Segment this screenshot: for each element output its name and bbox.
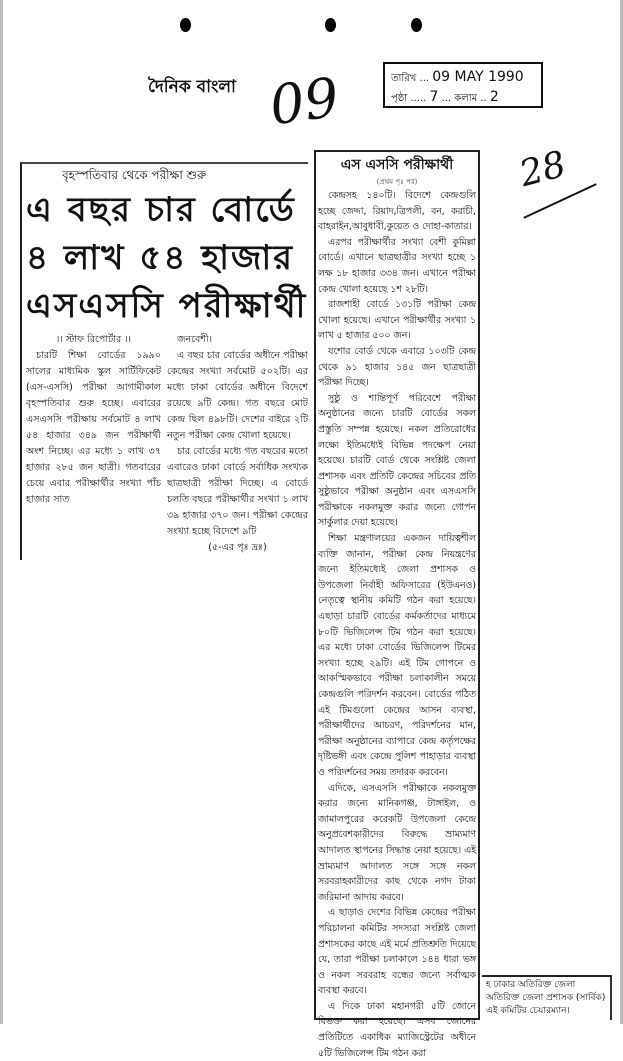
headline-line-1: এ বছর চার বোর্ডে (26, 190, 296, 230)
paragraph: এদিকে, এসএসসি পরীক্ষাকে নকলমুক্ত করার জন্যে মানিকগঞ্জ, টাঙ্গাইল, ও জামালপুরের করেকটি উপজেলা কেন্দ্রে অনুপ্রবেশকারীদের বিরুদ্ধে ভ্রাম্যমাণ আদালত স্থাপনের সিদ্ধান্ত নেয়া হয়েছে। এই ভ্রাম্যমাণ আদালত সঙ্গে সঙ্গে নকল সরবরাহকারীদের কাছ থেকে নগদ টাকা জরিমানা আদায় করবে। (318, 782, 476, 903)
paragraph: চার বোর্ডের মধ্যে গত বছরের মতো এবারেও ঢাকা বোর্ডে সর্বাধিক সংখ্যক ছাত্রছাত্রী পরীক্ষা দিচ্ছে। এ বোর্ডে চলতি বছরে পরীক্ষার্থীর সংখ্যা ১ লাখ ৩৯ হাজার ৩৭০ জন। পরীক্ষা কেন্দ্রের সংখ্যা হচ্ছে বিদেশে ৯টি (167, 446, 308, 537)
article-body (26, 332, 308, 556)
newspaper-name: দৈনিক বাংলা (148, 77, 236, 97)
paragraph: এ বছর চার বোর্ডের অধীনে পরীক্ষা কেন্দ্রের সংখ্যা সর্বমোট ৫০২টি। এর মধ্যে ঢাকা বোর্ডের অধীনে বিদেশে রয়েছে ৯টি কেন্দ্র। গত বছরে মোট কেন্দ্র ছিল ৪৯৮টি। দেশের বাইরে ২টি নতুন পরীক্ষা কেন্দ্র খোলা হয়েছে। (167, 350, 308, 441)
article-column-1 (26, 332, 161, 556)
continuation-column (318, 154, 476, 1061)
punch-hole (411, 18, 422, 32)
paragraph: যশোর বোর্ড থেকে এবারে ১০৩টি কেন্দ্র থেকে ৯১ হাজার ১৪৫ জন ছাত্রছাত্রী পরীক্ষা দিচ্ছে। (318, 345, 476, 389)
handwritten-page-mark: 28 (515, 143, 571, 196)
handwritten-number: 09 (265, 65, 343, 138)
paragraph: এ দিকে ঢাকা মহানগরী ৫টি জোনে বিভক্ত করা হয়েছে। এসব জোনের প্রতিটিতে একাধিক ম্যাজিস্ট্রেটের অধীনে ৫টি ভিজিলেন্স টিম গঠন করা (318, 1000, 476, 1059)
article-clip (20, 162, 308, 560)
date-stamp: তারিখ ... 09 MAY 1990 পৃষ্ঠা ..... 7 ... কলাম .. 2 (383, 62, 543, 108)
scan-edge-left (0, 0, 3, 1024)
headline-line-2: ৪ লাখ ৫৪ হাজার (26, 238, 294, 278)
byline: ।। স্টাফ রিপোর্টার ।। (55, 334, 132, 345)
paragraph: কেন্দ্রসহ ১৪০টি। বিদেশে কেন্দ্রগুলি হচ্ছে জেদ্দা, রিয়াদ,ত্রিপলী, বন, করাচী, বাহরাইন,আবুধাবী,কুয়েত ও দোহা-কাতার। (318, 190, 476, 233)
paragraph: এ ছাড়াও দেশের বিভিন্ন কেন্দ্রের পরীক্ষা পরিচালনা কমিটির সদস্যরা সংশ্লিষ্ট জেলা প্রশাসকের কাছে এই মর্মে প্রতিশ্রুতি দিয়েছে যে, তারা পরীক্ষা চলাকালে ১৪৪ ধারা ভঙ্গ ও নকল সরবরাহ বন্ধের জন্যে সর্বাত্মক ব্যবস্থা করবে। (318, 907, 476, 997)
continuation-subtitle: (প্রথম পৃঃ পর) (376, 178, 418, 186)
punch-hole (180, 18, 191, 32)
paragraph: সুষ্ঠু ও শান্তিপূর্ণ পরিবেশে পরীক্ষা অনুষ্ঠানের জন্যে চারটি বোর্ডের সকল প্রস্তুতি সম্পন্ন হয়েছে। নকল প্রতিরোধের লক্ষ্যে ইতিমধ্যেই বিভিন্ন পদক্ষেপ নেয়া হয়েছে। চারটি বোর্ড থেকে সংশ্লিষ্ট জেলা প্রশাসক এবং প্রতিটি কেন্দ্রের সচিবের প্রতি সুষ্ঠুভাবে পরীক্ষা অনুষ্ঠান এবং এসএসসি পরীক্ষাকে নকলমুক্ত করার জন্যে গোপন সার্কুলার দেয়া হয়েছে। (318, 392, 476, 529)
continuation-fragment: হ ঢাকার অতিরিক্ত জেলা অতিরিক্ত জেলা প্রশাসক (সার্বিক) এই কমিটির চেয়ারম্যান। (482, 975, 612, 1020)
paragraph: রাজশাহী বোর্ডে ১৩১টি পরীক্ষা কেন্দ্র খোলা হয়েছে। এখানে পরীক্ষার্থীর সংখ্যা ১ লাখ ৫ হাজার ৫০০ জন। (318, 299, 476, 342)
continuation-title: এস এসসি পরীক্ষার্থী (340, 157, 454, 173)
punch-hole (325, 18, 336, 32)
paragraph: জনবেশী। (177, 334, 213, 345)
stamp-date-label: তারিখ (391, 73, 417, 84)
stamp-page-label: পৃষ্ঠা (391, 93, 408, 104)
article-column-2 (167, 332, 308, 556)
paragraph: শিক্ষা মন্ত্রণালয়ের একজন দায়িত্বশীল ব্যক্তি জানান, পরীক্ষা কেন্দ্র নিয়ন্ত্রণের জন্যে ইতিমধ্যেই জেলা প্রশাসক ও উপজেলা নির্বাহী অফিসারের (ইউএনও) নেতৃত্বে স্থানীয় কমিটি গঠন করা হয়েছে। এছাড়া চারটি বোর্ডের কর্মকর্তাদের মাধ্যমে ৮০টি ভিজিলেন্স টিম গঠন করা হয়েছে। এর মধ্যে ঢাকা বোর্ডের ভিজিলেন্স টিমের সংখ্যা হচ্ছে ২৯টি। এই টিম গোপনে ও আকস্মিকভাবে পরীক্ষা চলাকালীন সময়ে কেন্দ্রগুলি পরিদর্শন করবেন। বোর্ডের গঠিত এই টিমগুলো কেন্দ্রের আসন ব্যবস্থা, পরীক্ষার্থীদের আচরণ, পরিদর্শনের মান, পরীক্ষা অনুষ্ঠানের ব্যাপারে কেন্দ্র কর্তৃপক্ষের দৃষ্টিভঙ্গী এবং কেন্দ্রে পুলিশ পাহাড়ার ব্যবস্থা ও পরিদর্শনের সময় তদারক করবেন। (318, 533, 476, 778)
paragraph: চারটি শিক্ষা বোর্ডের ১৯৯০ সালের মাধ্যমিক স্কুল সার্টিফিকেট (এস-এসসি) পরীক্ষা আগামীকাল বৃহস্পতিবার শুরু হচ্ছে। এবারের এসএসসি পরীক্ষায় সর্বমোট ৪ লাখ ৫৪ হাজার ৩৪৯ জন পরীক্ষার্থী অংশ নিচ্ছে। এর মধ্যে ১ লাখ ৩৭ হাজার ২৮৫ জন ছাত্রী। গতবারের চেয়ে এবার পরীক্ষার্থীর সংখ্যা পাঁচ হাজার সাত (26, 350, 161, 505)
stamp-column-value: 2 (489, 89, 499, 105)
continued-note: (৫-এর পৃঃ দ্রঃ) (208, 542, 267, 553)
paragraph: এরপর পরীক্ষার্থীর সংখ্যা বেশী কুমিল্লা বোর্ডে। এখানে ছাত্রছাত্রীর সংখ্যা হচ্ছে ১ লক্ষ ১৮ হাজার ৩৩৪ জন। এখানে পরীক্ষা কেন্দ্র খোলা হয়েছে ১শ ২৮টি। (318, 236, 476, 295)
stamp-column-label: কলাম (454, 93, 478, 104)
headline-line-3: এসএসসি পরীক্ষার্থী (26, 286, 308, 326)
article-kicker: বৃহস্পতিবার থেকে পরীক্ষা শুরু (62, 168, 207, 182)
stamp-date-value: 09 MAY 1990 (432, 69, 524, 85)
stamp-page-value: 7 (429, 89, 439, 105)
